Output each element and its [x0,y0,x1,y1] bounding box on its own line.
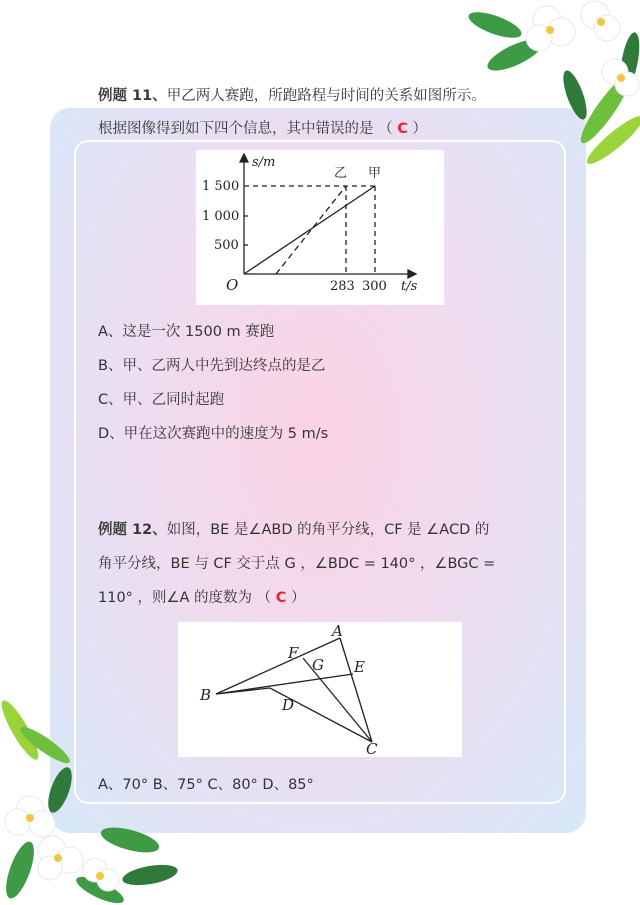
distance-time-graph [196,150,444,305]
label-B: B [200,686,212,704]
example11-line1 [98,86,486,106]
example12-title: 例题 12、 [98,522,167,538]
y-axis-label: s/m [252,155,276,170]
label-E: E [354,658,365,676]
geometry-figure [178,622,462,757]
example12-line2 [98,554,495,574]
example12-close-paren: ） [291,590,306,606]
example11-title: 例题 11、 [98,88,167,104]
origin-label: O [226,276,239,294]
x-tick-283: 283 [330,279,355,294]
example12-answer: C [275,590,287,606]
example11-option-b: B、甲、乙两人中先到达终点的是乙 [98,358,326,374]
label-C: C [366,740,378,757]
label-A: A [332,622,343,640]
label-F: F [288,644,299,662]
x-tick-300: 300 [362,279,387,294]
flower-decoration-bottom-left [0,700,190,905]
label-jia: 甲 [368,166,382,181]
example11-answer: C [397,121,408,137]
example12-question-part1: 如图，BE 是∠ABD 的角平分线，CF 是 ∠ACD 的 [166,522,490,538]
x-axis-arrow [408,270,416,278]
label-yi: 乙 [334,166,348,181]
example11-option-c: C、甲、乙同时起跑 [98,392,225,408]
label-D: D [282,696,295,714]
example12-options: A、70° B、75° C、80° D、85° [98,777,314,793]
segment-AC [340,638,372,742]
line-yi [276,186,346,274]
y-tick-1000: 1 000 [202,209,240,224]
example12-line1 [98,520,489,540]
example12-question-part3: 110° ，则∠A 的度数为 （ [98,590,272,606]
example11-question-part1: 甲乙两人赛跑，所跑路程与时间的关系如图所示。 [166,88,486,104]
example11-line2 [98,119,427,139]
y-tick-1500: 1 500 [202,179,240,194]
segment-BE [216,674,353,694]
example11-question-part2: 根据图像得到如下四个信息，其中错误的是 （ [98,121,393,137]
y-tick-500: 500 [214,238,239,253]
example12-question-part2: 角平分线，BE 与 CF 交于点 G ，∠BDC = 140° ，∠BGC = [98,556,496,572]
label-G: G [312,656,324,674]
example12-line3 [98,588,306,608]
example11-option-d: D、甲在这次赛跑中的速度为 5 m/s [98,426,329,442]
y-axis-arrow [240,154,248,162]
line-jia [244,186,375,274]
example11-option-a: A、这是一次 1500 m 赛跑 [98,324,275,340]
x-axis-label: t/s [401,279,418,294]
example11-close-paren: ） [412,121,427,137]
